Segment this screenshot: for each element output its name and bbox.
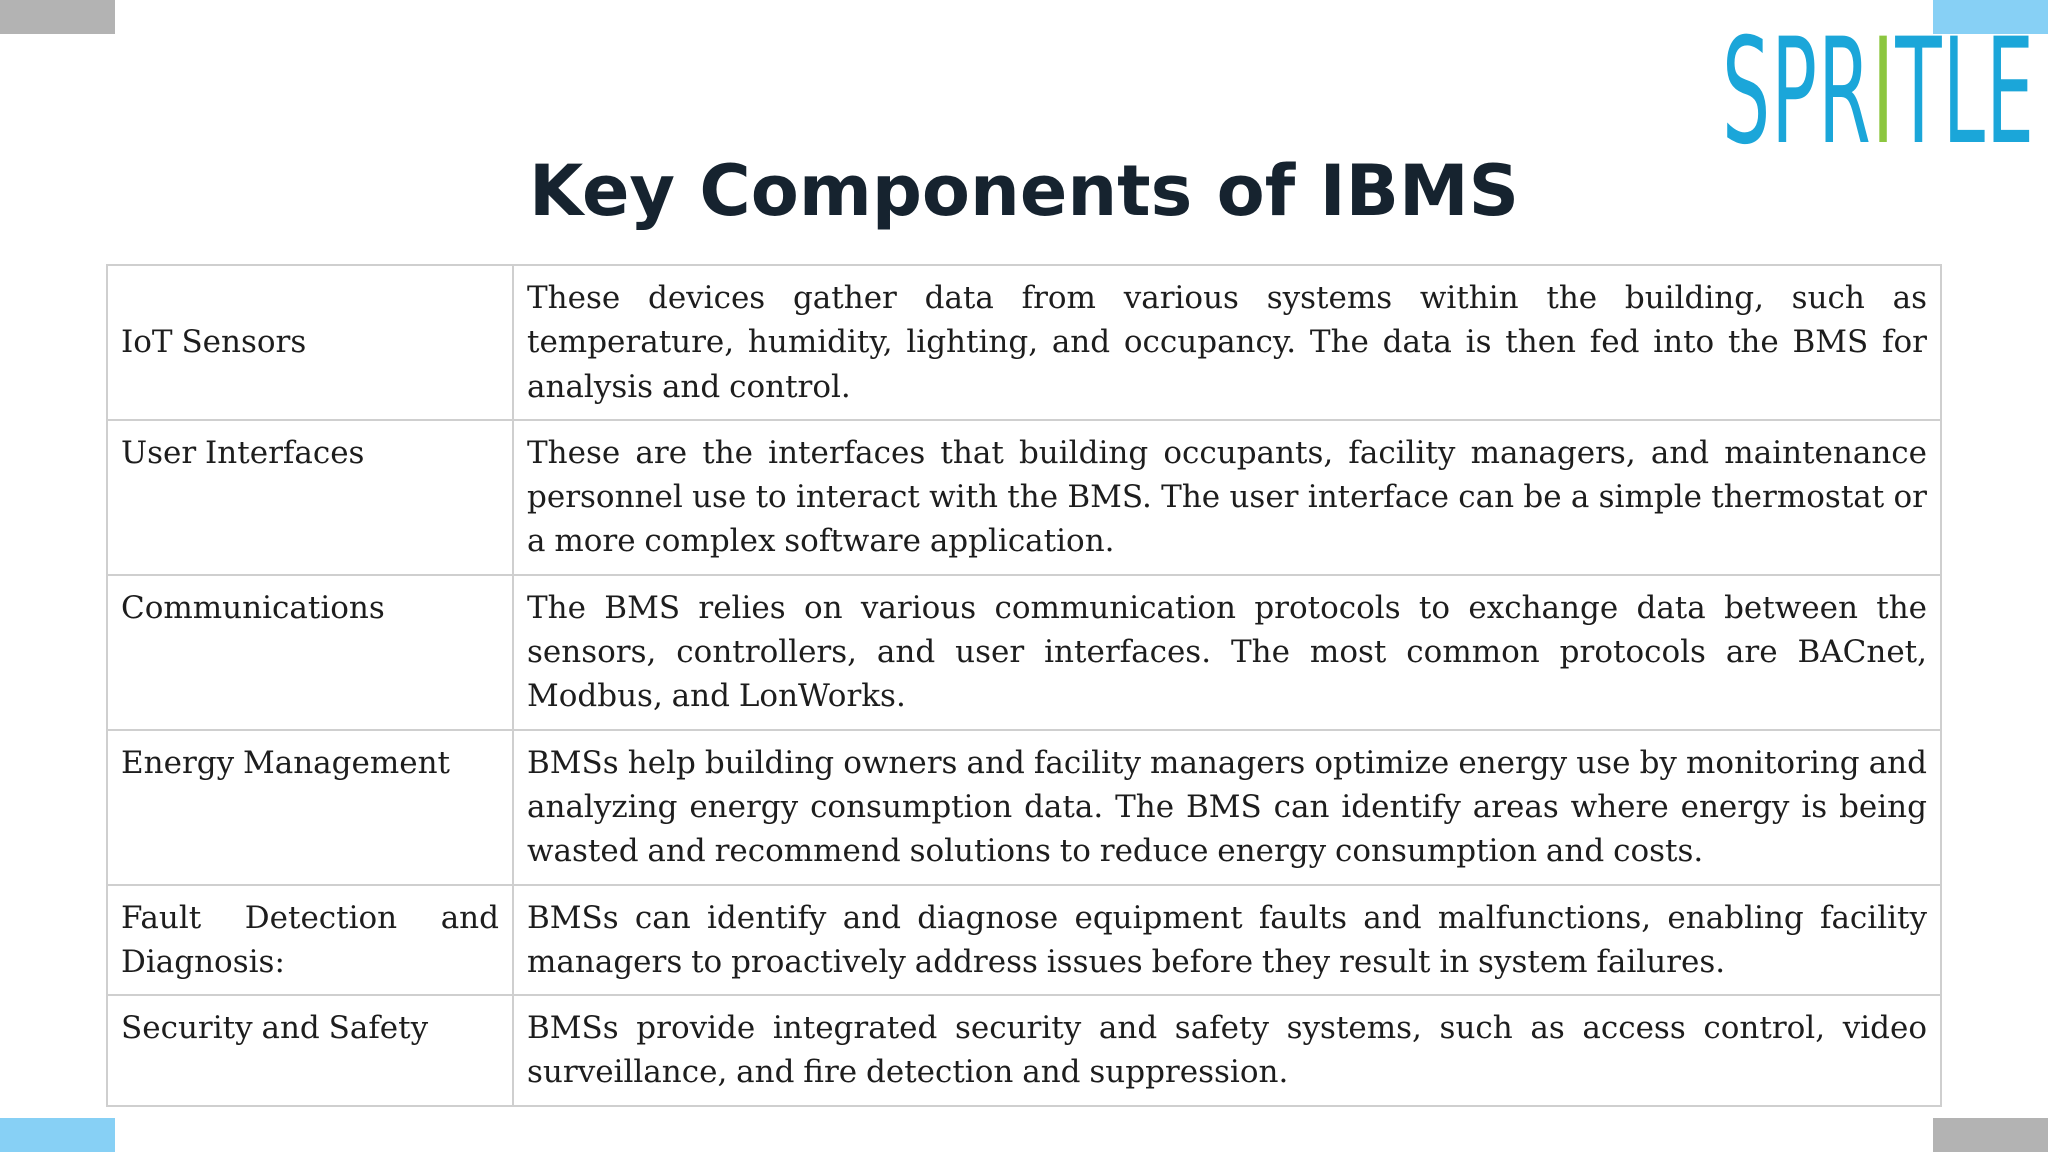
component-description: BMSs provide integrated security and safety systems, such as access control, video surveillance, and fire detection and suppression. xyxy=(513,995,1941,1106)
logo-letter: P xyxy=(1771,7,1819,177)
logo-letter: E xyxy=(1986,7,2036,177)
table-row xyxy=(107,730,1941,885)
spritle-logo xyxy=(1722,7,2036,177)
corner-accent-bottom-left xyxy=(0,1118,115,1152)
logo-letter: S xyxy=(1722,7,1772,177)
logo-wordmark xyxy=(1722,7,2036,177)
component-description: BMSs help building owners and facility managers optimize energy use by monitoring and analyzing energy consumption data. The BMS can identify areas where energy is being wasted and recommend solutions to reduce energy consumption and costs. xyxy=(513,730,1941,885)
table-row xyxy=(107,995,1941,1106)
logo-letter: I xyxy=(1871,7,1896,177)
table-row xyxy=(107,420,1941,575)
logo-letter: R xyxy=(1818,7,1872,177)
logo-letter: L xyxy=(1942,7,1987,177)
component-term: Fault Detection and Diagnosis: xyxy=(107,885,513,996)
component-description: These devices gather data from various systems within the building, such as temperature, humidity, lighting, and occupancy. The data is then fed into the BMS for analysis and control. xyxy=(513,265,1941,420)
table-row xyxy=(107,885,1941,996)
component-term: User Interfaces xyxy=(107,420,513,575)
component-description: These are the interfaces that building occupants, facility managers, and maintenance personnel use to interact with the BMS. The user interface can be a simple thermostat or a more complex software application. xyxy=(513,420,1941,575)
component-term: IoT Sensors xyxy=(107,265,513,420)
logo-letter: T xyxy=(1895,7,1943,177)
component-term: Communications xyxy=(107,575,513,730)
component-term: Security and Safety xyxy=(107,995,513,1106)
component-term: Energy Management xyxy=(107,730,513,885)
table-row xyxy=(107,575,1941,730)
components-table xyxy=(106,264,1942,1107)
component-description: The BMS relies on various communication protocols to exchange data between the sensors, controllers, and user interfaces. The most common protocols are BACnet, Modbus, and LonWorks. xyxy=(513,575,1941,730)
component-description: BMSs can identify and diagnose equipment faults and malfunctions, enabling facility managers to proactively address issues before they result in system failures. xyxy=(513,885,1941,996)
slide-title: Key Components of IBMS xyxy=(528,150,1520,232)
table-row xyxy=(107,265,1941,420)
corner-accent-top-left xyxy=(0,0,115,34)
corner-accent-bottom-right xyxy=(1933,1118,2048,1152)
